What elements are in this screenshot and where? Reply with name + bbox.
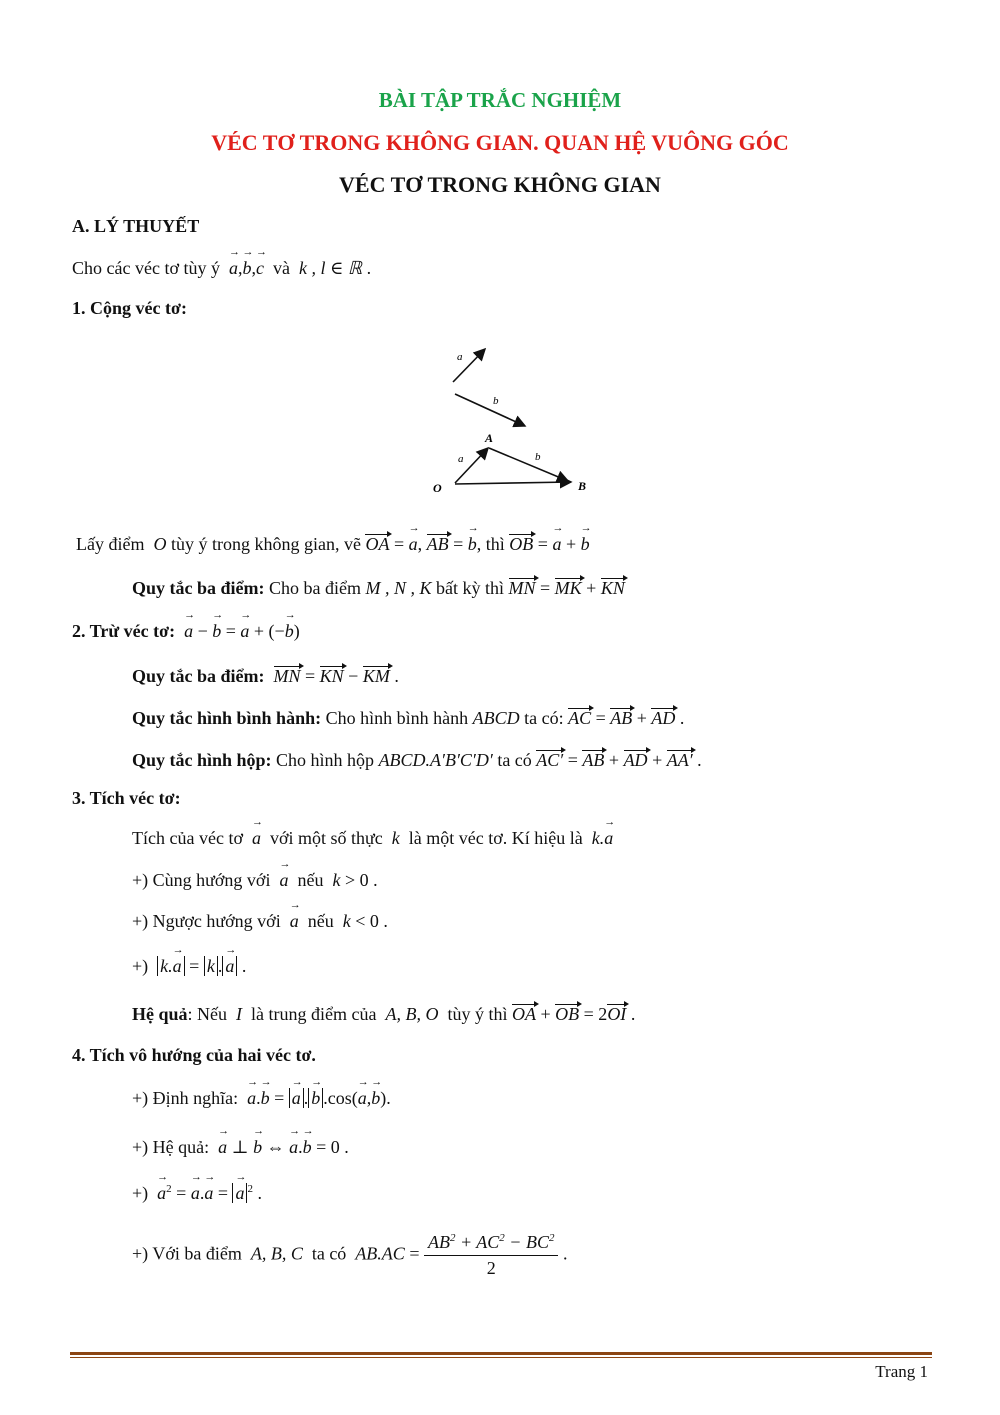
magnitude-rule: +) k.→ a = k .→ a . <box>132 956 246 977</box>
doc-title: BÀI TẬP TRẮC NGHIỆM <box>378 88 622 112</box>
same-direction: +) Cùng hướng với → a nếu k > 0 . <box>132 870 378 891</box>
square-rule: +) → $a^2$ = → a.→ a = → a $^2$ . <box>132 1183 262 1204</box>
part3-heading: 3. Tích véc tơ: <box>72 788 181 808</box>
three-point-rule-add: Quy tắc ba điểm: Cho ba điểm M , N , K bất kỳ thì MN = MK + KN <box>132 578 625 598</box>
vector-a-label: a <box>457 351 463 363</box>
topic-title: VÉC TƠ TRONG KHÔNG GIAN. QUAN HỆ VUÔNG GÓC <box>211 130 789 155</box>
perpendicular-corollary: +) Hệ quả: → a ⊥ → b ⇔ → a.→ b = 0 . <box>132 1137 349 1158</box>
parallelogram-rule: Quy tắc hình bình hành: Cho hình bình hành ABCD ta có: AC = AB + AD . <box>132 708 685 728</box>
part2-heading: 2. Trừ véc tơ: → a − → b = → a + (−→ b) <box>72 621 300 642</box>
intro-line: Cho các véc tơ tùy ý → a,→ b,→ c và k , l ∈ ℝ . <box>72 258 371 279</box>
opposite-direction: +) Ngược hướng với → a nếu k < 0 . <box>132 911 388 932</box>
section-a-heading: A. LÝ THUYẾT <box>72 216 200 236</box>
svg-text:a: a <box>458 453 464 465</box>
point-B-label: B <box>578 479 587 493</box>
section-title: VÉC TƠ TRONG KHÔNG GIAN <box>339 172 661 197</box>
part1-heading: 1. Cộng véc tơ: <box>72 298 187 318</box>
three-point-rule-sub: Quy tắc ba điểm: MN = KN − KM . <box>132 666 399 686</box>
addition-def: Lấy điểm O tùy ý trong không gian, vẽ OA = → a, AB = → b, thì OB = → a + → b <box>76 534 590 555</box>
vector-AB-arrow <box>489 448 568 481</box>
vector-b-label: b <box>493 395 499 407</box>
parallelepiped-rule: Quy tắc hình hộp: Cho hình hộp ABCD.A′B′C′D′ ta có AC′ = AB + AD + AA′ . <box>132 750 702 770</box>
svg-text:b: b <box>535 451 541 463</box>
three-point-dot: +) Với ba điểm A, B, C ta có AB.AC = $\frac{AB^2 + AC^2 - BC^2}{2}$ . <box>132 1232 568 1278</box>
footer-rule-thin <box>70 1357 932 1358</box>
vector-b-arrow <box>455 394 525 426</box>
point-A-label: A <box>485 431 494 445</box>
part4-heading: 4. Tích vô hướng của hai véc tơ. <box>72 1045 316 1065</box>
midpoint-corollary: Hệ quả: Nếu I là trung điểm của A, B, O tùy ý thì OA + OB = 2OI . <box>132 1004 636 1024</box>
vector-OB-arrow <box>455 482 571 484</box>
scalar-mult-def: Tích của véc tơ → a với một số thực k là một véc tơ. Kí hiệu là k.→ a <box>132 828 613 849</box>
vector-addition-figure <box>425 340 605 500</box>
point-O-label: O <box>433 481 442 495</box>
dot-product-def: +) Định nghĩa: → a.→ b = → a .→ b .cos(→ a,→ b). <box>132 1088 391 1109</box>
footer-rule <box>70 1352 932 1355</box>
page-number: Trang 1 <box>875 1362 928 1381</box>
